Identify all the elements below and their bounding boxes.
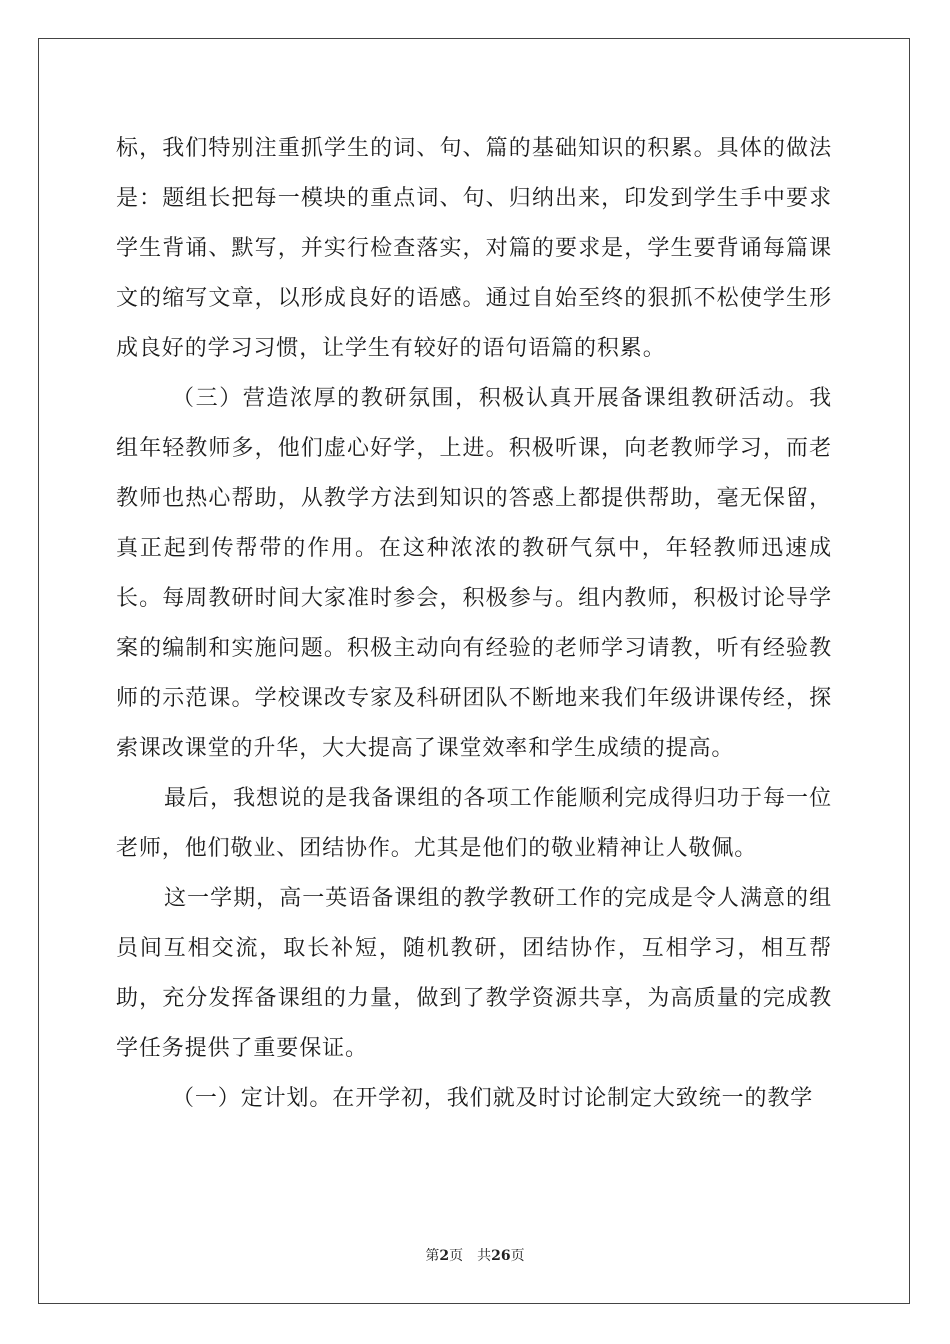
- total-pages: 26: [491, 1248, 511, 1264]
- page-prefix: 第: [425, 1248, 440, 1264]
- page-suffix: 页: [449, 1248, 464, 1264]
- total-suffix: 页: [510, 1248, 525, 1264]
- paragraph-semester-summary: 这一学期，高一英语备课组的教学教研工作的完成是令人满意的组员间互相交流，取长补短，随机教研，团结协作，互相学习，相互帮助，充分发挥备课组的力量，做到了教学资源共享，为高质量的完成教学任务提供了重要保证。: [116, 886, 832, 1061]
- page-footer: [0, 1247, 950, 1265]
- document-body: [116, 124, 832, 1124]
- paragraph-conclusion: 最后，我想说的是我备课组的各项工作能顺利完成得归功于每一位老师，他们敬业、团结协作。尤其是他们的敬业精神让人敬佩。: [116, 786, 832, 861]
- paragraph-section-three: （三）营造浓厚的教研氛围，积极认真开展备课组教研活动。我组年轻教师多，他们虚心好学，上进。积极听课，向老教师学习，而老教师也热心帮助，从教学方法到知识的答惑上都提供帮助，毫无保留，真正起到传帮带的作用。在这种浓浓的教研气氛中，年轻教师迅速成长。每周教研时间大家准时参会，积极参与。组内教师，积极讨论导学案的编制和实施问题。积极主动向有经验的老师学习请教，听有经验教师的示范课。学校课改专家及科研团队不断地来我们年级讲课传经，探索课改课堂的升华，大大提高了课堂效率和学生成绩的提高。: [116, 386, 832, 761]
- paragraph-continuation: 标，我们特别注重抓学生的词、句、篇的基础知识的积累。具体的做法是：题组长把每一模块的重点词、句、归纳出来，印发到学生手中要求学生背诵、默写，并实行检查落实，对篇的要求是，学生要背诵每篇课文的缩写文章，以形成良好的语感。通过自始至终的狠抓不松使学生形成良好的学习习惯，让学生有较好的语句语篇的积累。: [116, 136, 832, 361]
- page-number: 2: [439, 1248, 450, 1264]
- paragraph-section-one: （一）定计划。在开学初，我们就及时讨论制定大致统一的教学: [172, 1086, 814, 1111]
- total-prefix: 共: [477, 1248, 492, 1264]
